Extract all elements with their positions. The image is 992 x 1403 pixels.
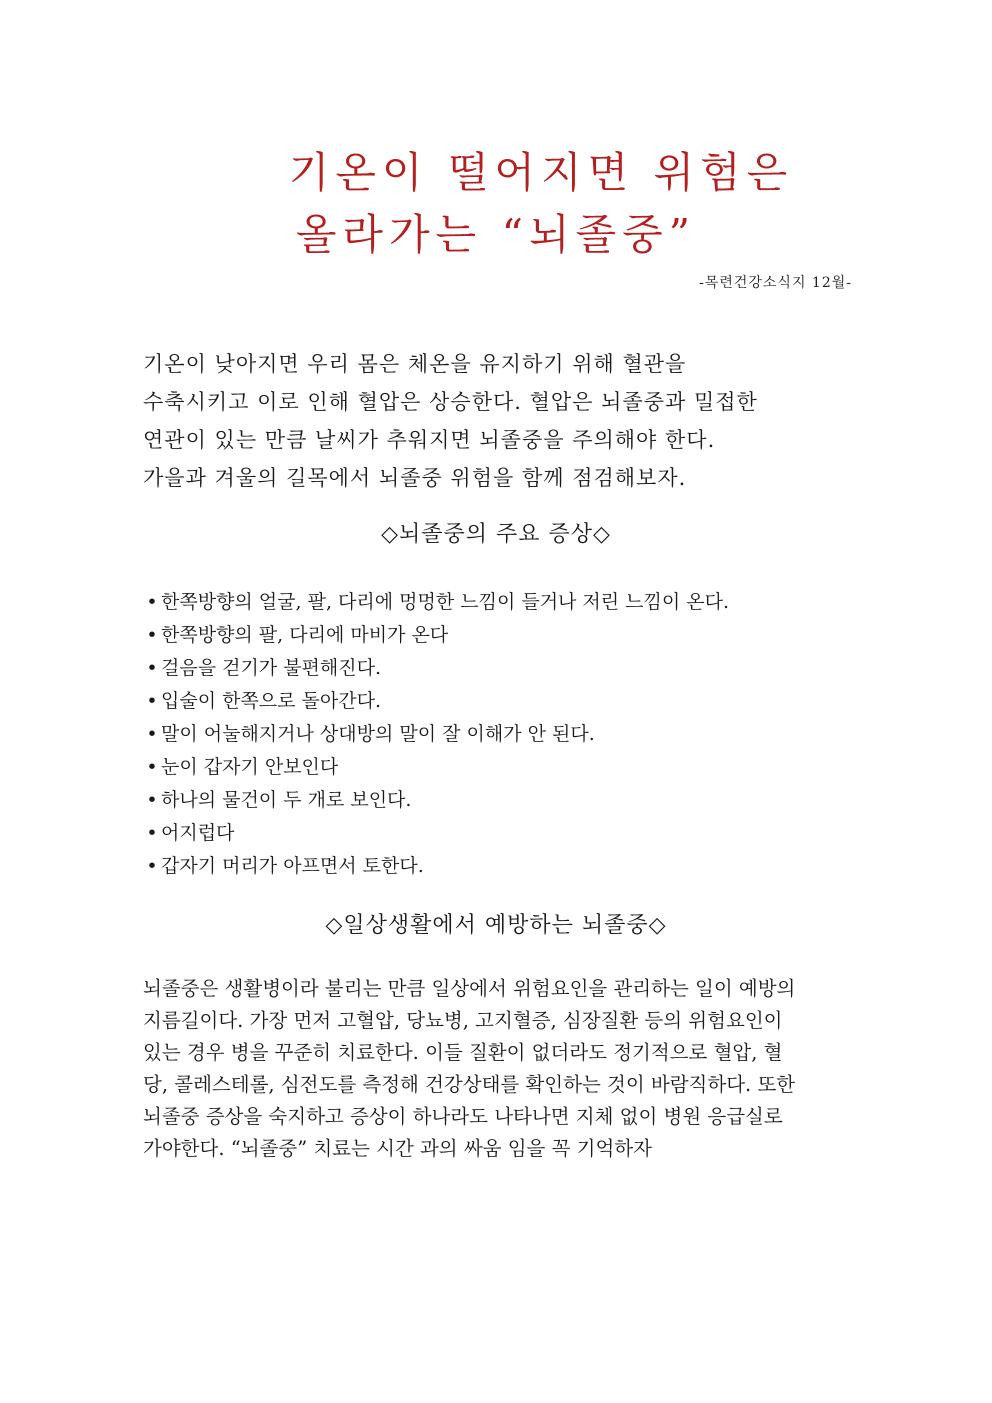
list-item	[143, 751, 729, 784]
bullet: •	[146, 855, 158, 877]
source-note: -목련건강소식지 12월-	[699, 275, 852, 291]
intro-line: 기온이 낮아지면 우리 몸은 체온을 유지하기 위해 혈관을	[143, 352, 687, 376]
intro-paragraph	[143, 345, 863, 497]
list-item	[143, 586, 729, 619]
prevention-line: 지름길이다. 가장 먼저 고혈압, 당뇨병, 고지혈증, 심장질환 등의 위험요인이	[143, 1009, 783, 1032]
list-item-text: 한쪽방향의 팔, 다리에 마비가 온다	[161, 624, 449, 646]
list-item	[143, 718, 729, 751]
bullet: •	[146, 591, 158, 613]
prevention-line: 가야한다. “뇌졸중” 치료는 시간 과의 싸움 임을 꼭 기억하자	[143, 1137, 652, 1160]
bullet: •	[146, 789, 158, 811]
symptoms-list	[143, 586, 729, 883]
list-item-text: 하나의 물건이 두 개로 보인다.	[161, 789, 412, 811]
intro-line: 연관이 있는 만큼 날씨가 추워지면 뇌졸중을 주의해야 한다.	[143, 428, 716, 452]
bullet: •	[146, 657, 158, 679]
bullet: •	[146, 822, 158, 844]
list-item-text: 걸음을 걷기가 불편해진다.	[161, 657, 382, 679]
bullet: •	[146, 756, 158, 778]
list-item-text: 한쪽방향의 얼굴, 팔, 다리에 멍멍한 느낌이 들거나 저린 느낌이 온다.	[161, 591, 730, 613]
prevention-line: 당, 콜레스테롤, 심전도를 측정해 건강상태를 확인하는 것이 바람직하다. 또한	[143, 1073, 796, 1096]
prevention-heading: ◇일상생활에서 예방하는 뇌졸중◇	[325, 913, 667, 938]
list-item	[143, 685, 729, 718]
prevention-paragraph	[143, 973, 855, 1165]
list-item-text: 갑자기 머리가 아프면서 토한다.	[161, 855, 424, 877]
bullet: •	[146, 690, 158, 712]
list-item-text: 말이 어눌해지거나 상대방의 말이 잘 이해가 안 된다.	[161, 723, 595, 745]
bullet: •	[146, 723, 158, 745]
list-item	[143, 850, 729, 883]
list-item-text: 입술이 한쪽으로 돌아간다.	[161, 690, 382, 712]
title-line-1: 기온이 떨어지면 위험은	[288, 148, 794, 197]
intro-line: 가을과 겨울의 길목에서 뇌졸중 위험을 함께 점검해보자.	[143, 466, 687, 490]
list-item-text: 어지럽다	[161, 822, 235, 844]
prevention-line: 있는 경우 병을 꾸준히 치료한다. 이들 질환이 없더라도 정기적으로 혈압, 혈	[143, 1041, 783, 1064]
intro-line: 수축시키고 이로 인해 혈압은 상승한다. 혈압은 뇌졸중과 밀접한	[143, 390, 758, 414]
list-item	[143, 619, 729, 652]
title-line-2: 올라가는 “뇌졸중”	[295, 210, 697, 259]
list-item	[143, 784, 729, 817]
list-item	[143, 817, 729, 850]
prevention-line: 뇌졸중 증상을 숙지하고 증상이 하나라도 나타나면 지체 없이 병원 응급실로	[143, 1105, 783, 1128]
list-item	[143, 652, 729, 685]
prevention-line: 뇌졸중은 생활병이라 불리는 만큼 일상에서 위험요인을 관리하는 일이 예방의	[143, 977, 796, 1000]
list-item-text: 눈이 갑자기 안보인다	[161, 756, 339, 778]
bullet: •	[146, 624, 158, 646]
symptoms-heading: ◇뇌졸중의 주요 증상◇	[381, 522, 611, 547]
